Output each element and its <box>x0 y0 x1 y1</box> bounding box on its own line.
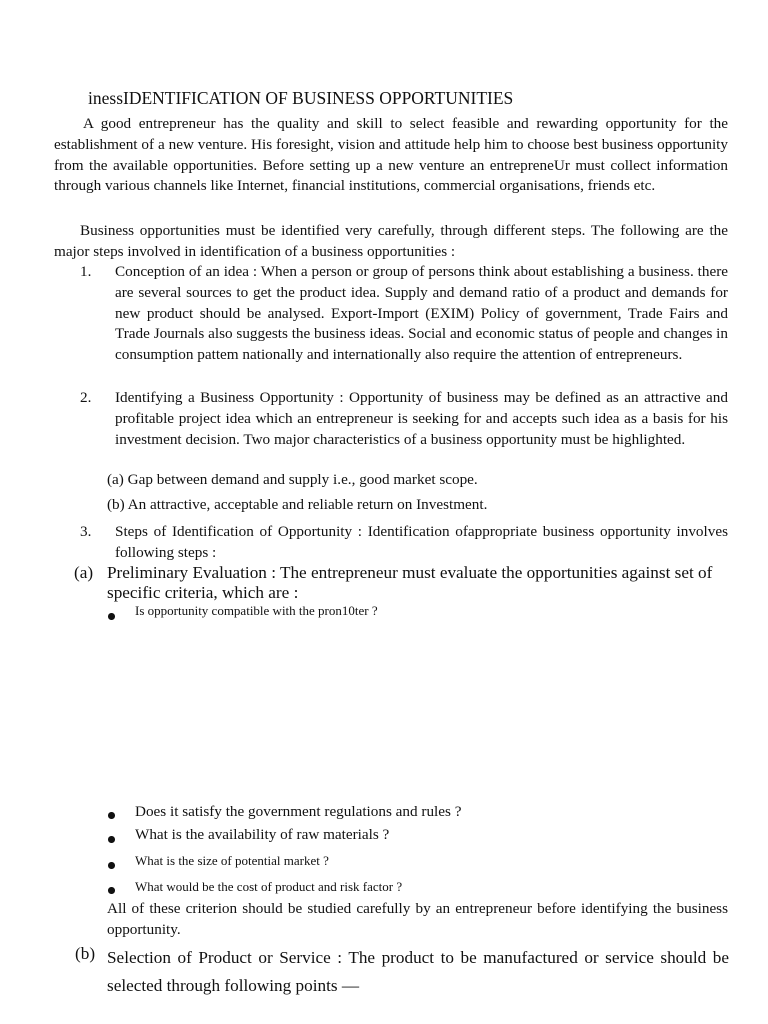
section-a-label: (a) <box>74 563 94 582</box>
criteria-bullet-4: What is the size of potential market ? <box>135 853 329 868</box>
step-3-number: 3. <box>80 523 92 540</box>
section-a-text: Preliminary Evaluation : The entrepreneur must evaluate the opportunities against set of specific criteria, which are : <box>107 563 713 602</box>
bullet-dot-icon <box>108 862 115 869</box>
intro-paragraph: A good entrepreneur has the quality and skill to select feasible and rewarding opportunity for the establishment of a new venture. His foresight, vision and attitude help him to choose best business opportunity from the available opportunities. Before setting up a new venture an entrepreneUr must collect information through various channels like Internet, financial institutions, commercial organisations, friends etc. <box>54 115 728 195</box>
step-2-text: Identifying a Business Opportunity : Opportunity of business may be defined as an attractive and profitable project idea which an entrepreneur is seeking for and accepts such idea as a basis for his investment decision. Two major characteristics of a business opportunity must be highlighted. <box>115 389 728 448</box>
bullet-dot-icon <box>108 812 115 819</box>
section-a-closing: All of these criterion should be studied carefully by an entrepreneur before identifying the business opportunity. <box>107 900 728 938</box>
step-1-number: 1. <box>80 263 92 280</box>
page-title: inessIDENTIFICATION OF BUSINESS OPPORTUNITIES <box>88 88 514 108</box>
criteria-bullet-1: Is opportunity compatible with the pron10ter ? <box>135 603 378 618</box>
step-2-number: 2. <box>80 389 92 406</box>
step-2-sub-a: (a) Gap between demand and supply i.e., good market scope. <box>107 471 478 488</box>
criteria-bullet-5: What would be the cost of product and risk factor ? <box>135 879 403 894</box>
steps-intro-paragraph: Business opportunities must be identified very carefully, through different steps. The following are the major steps involved in identification of a business opportunities : <box>54 222 728 260</box>
section-b-label: (b) <box>75 944 96 963</box>
criteria-bullet-2: Does it satisfy the government regulations and rules ? <box>135 803 462 820</box>
bullet-dot-icon <box>108 613 115 620</box>
step-2-sub-b: (b) An attractive, acceptable and reliable return on Investment. <box>107 496 488 513</box>
criteria-bullet-3: What is the availability of raw materials ? <box>135 826 390 843</box>
bullet-dot-icon <box>108 887 115 894</box>
step-3-text: Steps of Identification of Opportunity : Identification ofappropriate business opportunity involves following steps : <box>115 523 728 561</box>
step-1-text: Conception of an idea : When a person or group of persons think about establishing a business. there are several sources to get the product idea. Supply and demand ratio of a product and demands for new product should be analysed. Export-Import (EXIM) Policy of government, Trade Fairs and Trade Journals also suggests the business ideas. Social and economic status of people and changes in consumption pattem nationally and internationally also require the attention of entrepreneurs. <box>115 263 728 364</box>
section-b-text: Selection of Product or Service : The product to be manufactured or service should be selected through following points — <box>107 948 729 995</box>
bullet-dot-icon <box>108 836 115 843</box>
